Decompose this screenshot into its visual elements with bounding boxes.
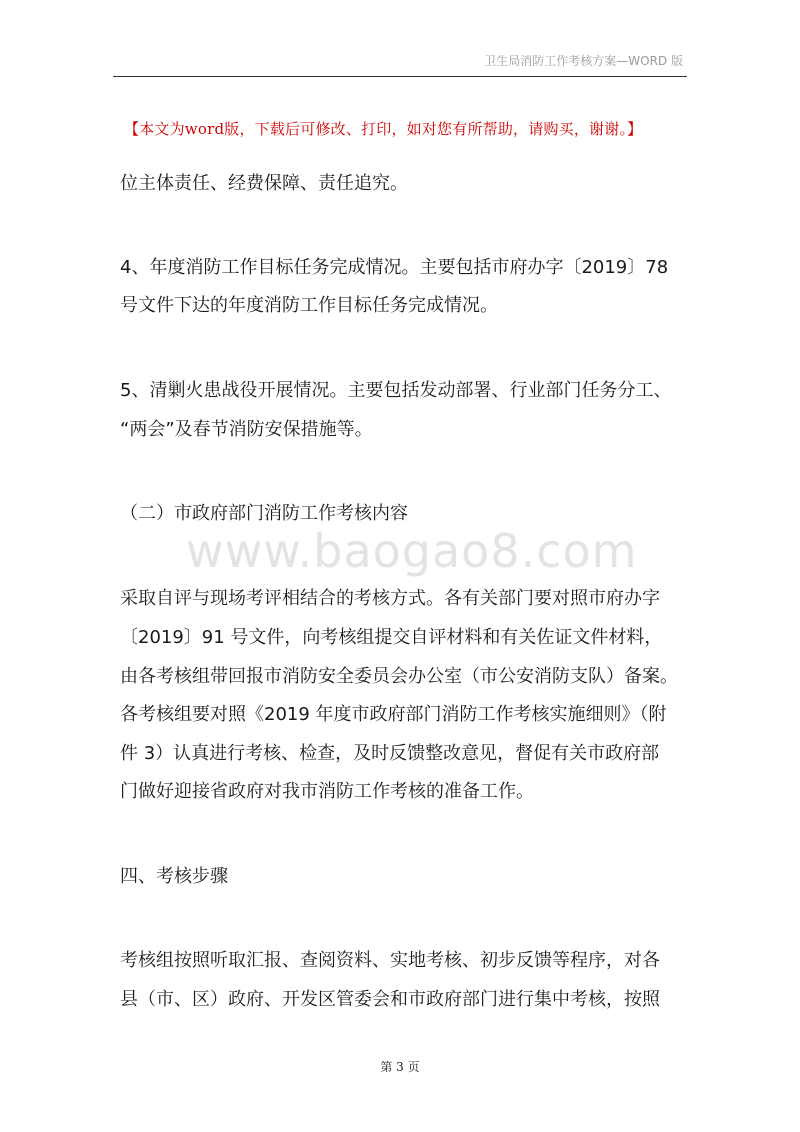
- paragraph-line: 〔2019〕91 号文件，向考核组提交自评材料和有关佐证文件材料，: [120, 627, 663, 648]
- section-heading: （二）市政府部门消防工作考核内容: [120, 503, 408, 524]
- page-number: 第 3 页: [380, 1060, 420, 1074]
- watermark: www.baogao8.com: [186, 524, 638, 578]
- paragraph-line: 件 3）认真进行考核、检查，及时反馈整改意见，督促有关市政府部: [120, 743, 660, 764]
- paragraph-line: “两会”及春节消防安保措施等。: [120, 419, 373, 440]
- section-heading: 四、考核步骤: [120, 866, 228, 887]
- header-title: 卫生局消防工作考核方案—WORD 版: [484, 54, 683, 68]
- paragraph-line: 由各考核组带回报市消防安全委员会办公室（市公安消防支队）备案。: [120, 666, 678, 687]
- paragraph-line: 采取自评与现场考评相结合的考核方式。各有关部门要对照市府办字: [120, 588, 660, 609]
- paragraph-line: 位主体责任、经费保障、责任追究。: [120, 173, 408, 194]
- paragraph-line: 号文件下达的年度消防工作目标任务完成情况。: [120, 295, 498, 316]
- paragraph-line: 4、年度消防工作目标任务完成情况。主要包括市府办字〔2019〕78: [120, 257, 669, 278]
- paragraph-line: 县（市、区）政府、开发区管委会和市政府部门进行集中考核，按照: [120, 989, 660, 1010]
- header-divider: [113, 76, 687, 77]
- paragraph-line: 门做好迎接省政府对我市消防工作考核的准备工作。: [120, 781, 534, 802]
- paragraph-line: 各考核组要对照《2019 年度市政府部门消防工作考核实施细则》（附: [120, 704, 667, 725]
- purchase-notice: 【本文为word版，下载后可修改、打印，如对您有所帮助，请购买，谢谢。】: [124, 120, 643, 138]
- paragraph-line: 考核组按照听取汇报、查阅资料、实地考核、初步反馈等程序，对各: [120, 950, 660, 971]
- paragraph-line: 5、清剿火患战役开展情况。主要包括发动部署、行业部门任务分工、: [120, 380, 672, 401]
